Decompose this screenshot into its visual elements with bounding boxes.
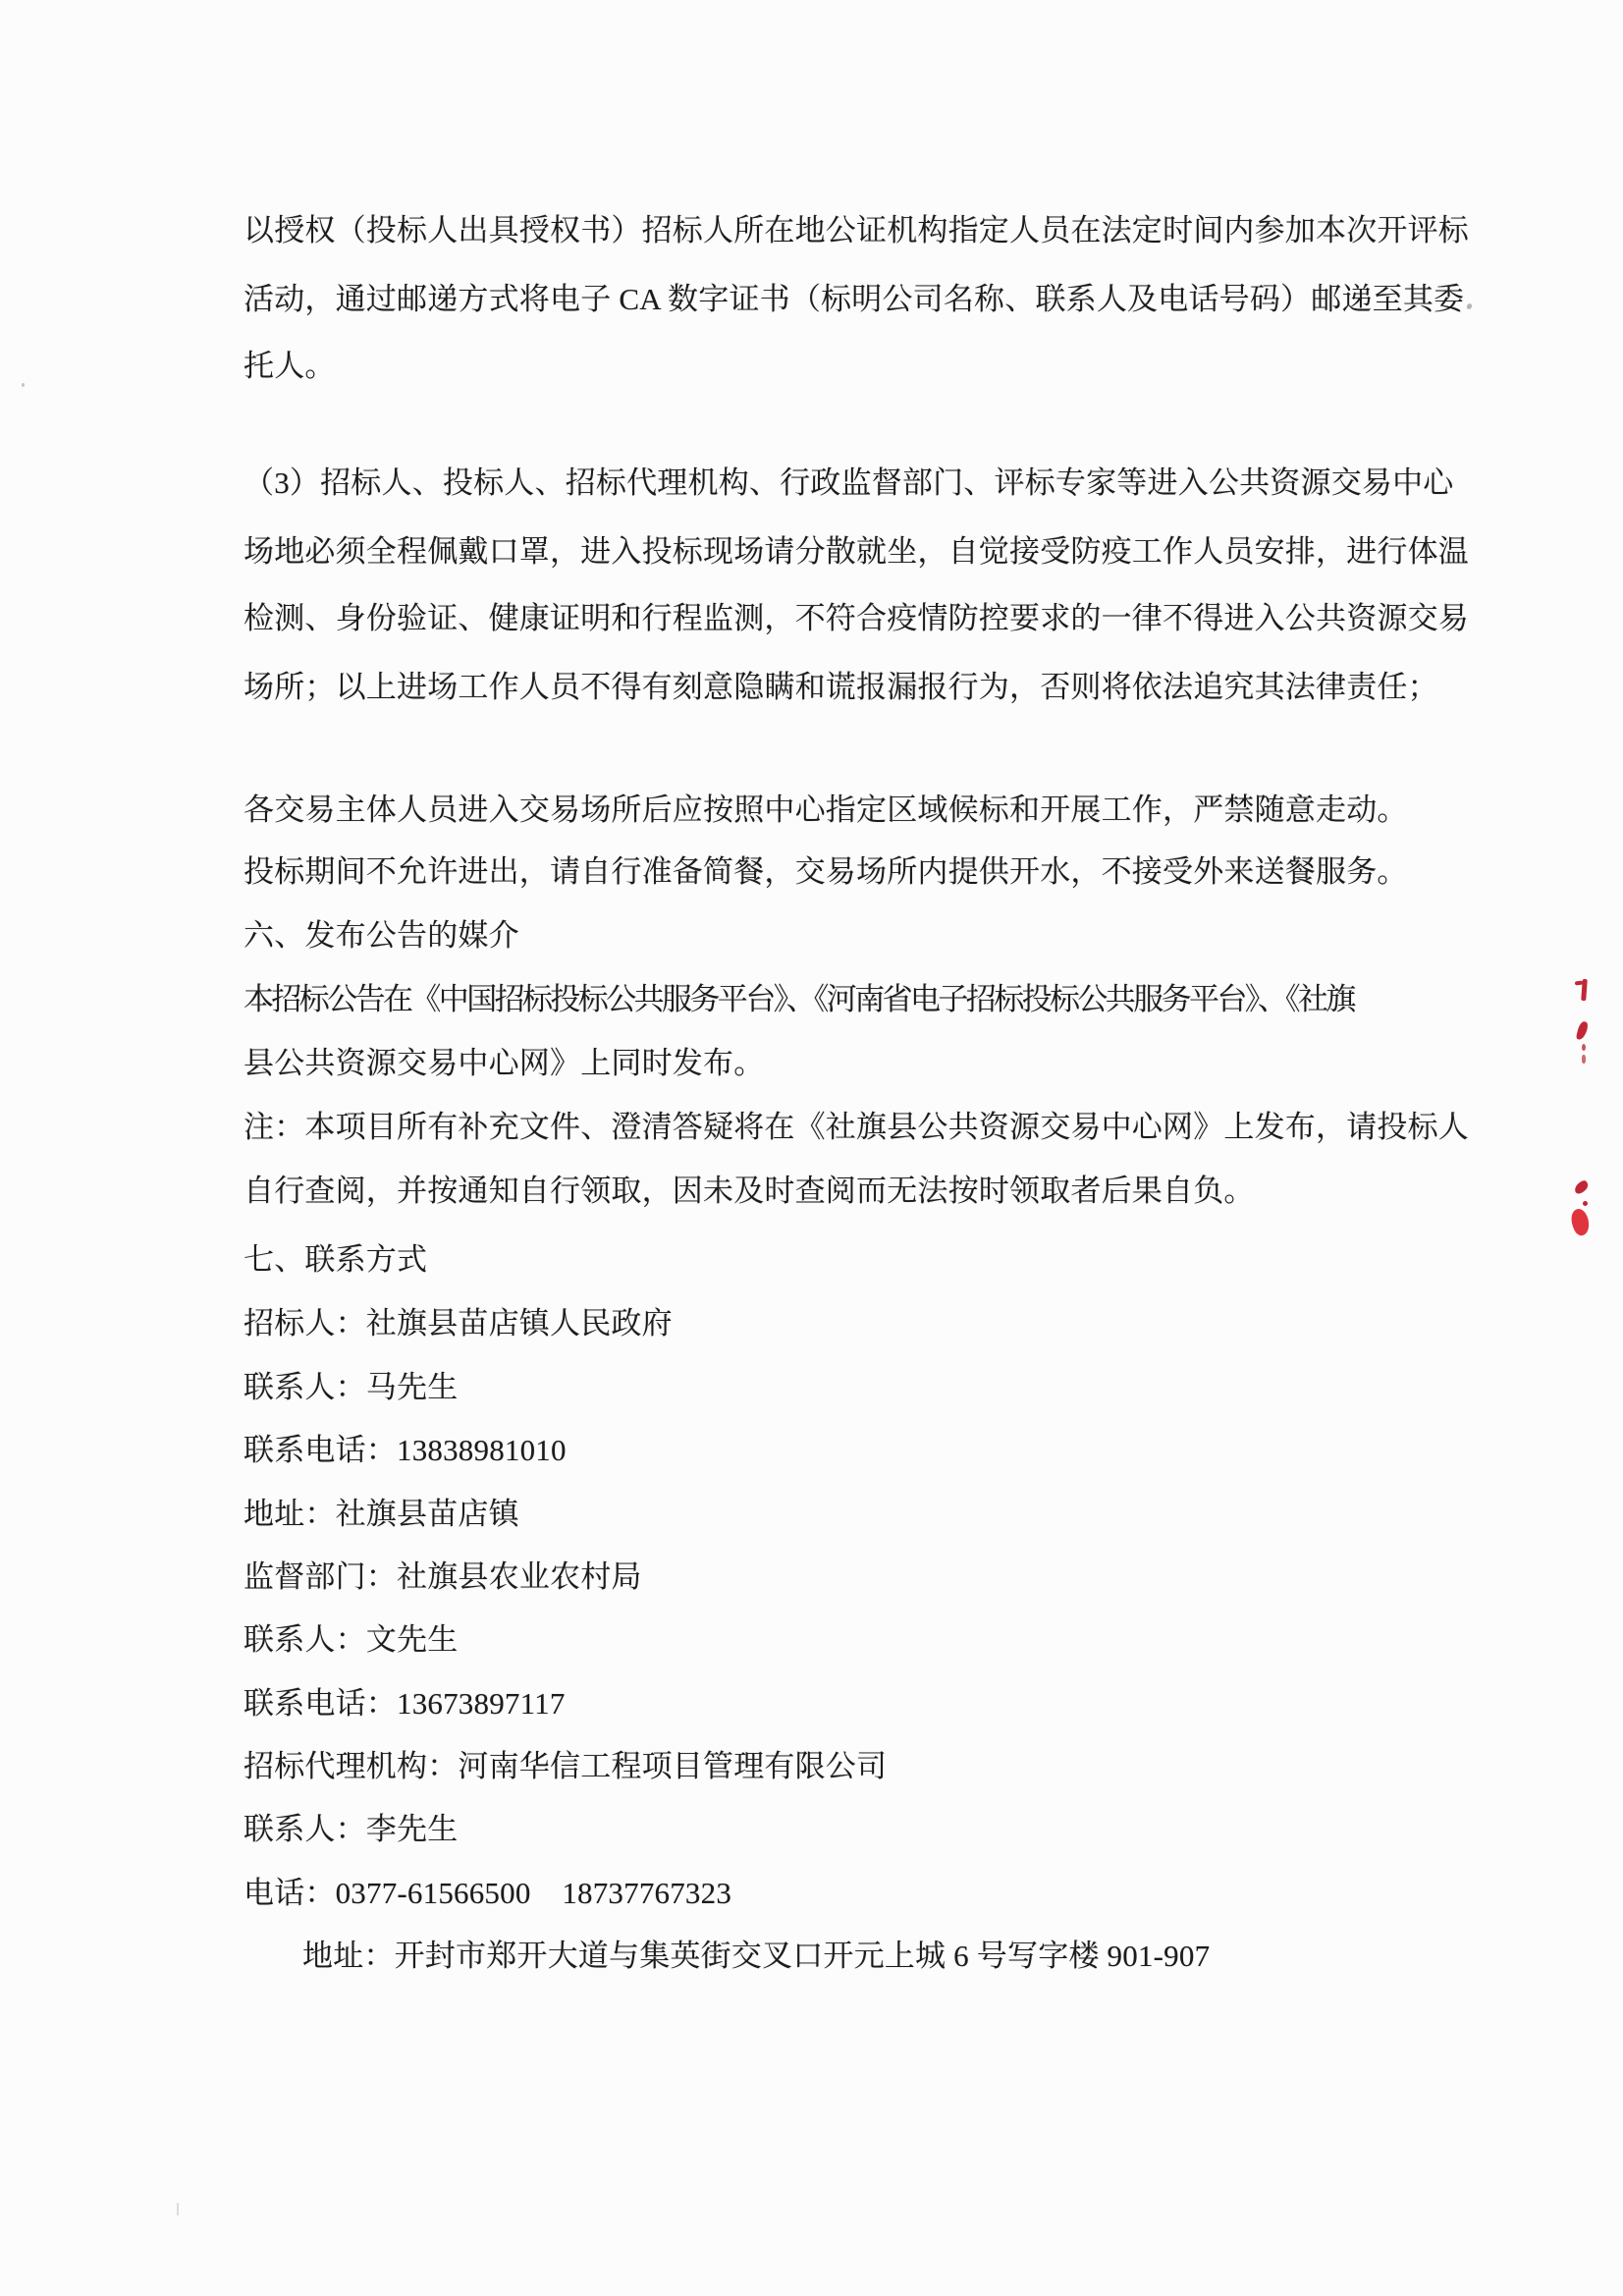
paragraph-authorization-line-1: 以授权（投标人出具授权书）招标人所在地公证机构指定人员在法定时间内参加本次开评标 [243,213,1469,247]
paragraph-authorization-line-2: 活动，通过邮递方式将电子 CA 数字证书（标明公司名称、联系人及电话号码）邮递至其委 [243,282,1465,316]
paragraph-epidemic-line-3: 检测、身份验证、健康证明和行程监测，不符合疫情防控要求的一律不得进入公共资源交易 [243,601,1469,635]
contact-tenderer-address: 地址：社旗县苗店镇 [243,1497,519,1531]
heading-section-7-contact: 七、联系方式 [243,1242,428,1277]
scan-speck [22,383,25,387]
media-note-line-2: 自行查阅，并按通知自行领取，因未及时查阅而无法按时领取者后果自负。 [243,1174,1255,1208]
contact-supervisor: 监督部门：社旗县农业农村局 [243,1559,642,1594]
red-ink-mark-dot [1582,1055,1586,1064]
contact-agency-address: 地址：开封市郑开大道与集英街交叉口开元上城 6 号写字楼 901-907 [302,1939,1211,1973]
red-ink-mark-tick [1572,1179,1590,1195]
contact-agency: 招标代理机构：河南华信工程项目管理有限公司 [243,1749,888,1783]
scan-speck [177,2203,179,2215]
scan-speck [1466,302,1473,310]
red-ink-mark-comma [1576,1020,1589,1041]
red-ink-mark-blob [1568,1207,1593,1237]
media-platforms-line-1: 本招标公告在《中国招标投标公共服务平台》、《河南省电子招标投标公共服务平台》、《社旗 [243,982,1354,1016]
contact-agency-person: 联系人：李先生 [243,1812,459,1846]
red-ink-mark-stroke [1581,979,1588,1001]
paragraph-venue-rules-line-2: 投标期间不允许进出，请自行准备简餐，交易场所内提供开水，不接受外来送餐服务。 [243,854,1408,889]
paragraph-epidemic-line-1: （3）招标人、投标人、招标代理机构、行政监督部门、评标专家等进入公共资源交易中心 [243,465,1454,500]
contact-supervisor-phone: 联系电话：13673897117 [243,1686,566,1721]
contact-supervisor-person: 联系人：文先生 [243,1622,459,1657]
contact-agency-phone: 电话：0377-61566500 18737767323 [243,1876,732,1910]
red-ink-mark-small-dot [1583,1201,1588,1206]
paragraph-epidemic-line-4: 场所；以上进场工作人员不得有刻意隐瞒和谎报漏报行为，否则将依法追究其法律责任； [243,670,1438,704]
contact-tenderer-phone: 联系电话：13838981010 [243,1433,567,1467]
contact-tenderer-person: 联系人：马先生 [243,1370,459,1404]
media-note-line-1: 注：本项目所有补充文件、澄清答疑将在《社旗县公共资源交易中心网》上发布，请投标人 [243,1110,1469,1144]
contact-tenderer: 招标人：社旗县苗店镇人民政府 [243,1306,673,1340]
paragraph-epidemic-line-2: 场地必须全程佩戴口罩，进入投标现场请分散就坐，自觉接受防疫工作人员安排，进行体温 [243,534,1469,569]
heading-section-6-media: 六、发布公告的媒介 [243,918,519,953]
paragraph-venue-rules-line-1: 各交易主体人员进入交易场所后应按照中心指定区域候标和开展工作，严禁随意走动。 [243,793,1408,827]
media-platforms-line-2: 县公共资源交易中心网》上同时发布。 [243,1046,765,1080]
red-ink-mark-tail [1582,1044,1586,1051]
paragraph-authorization-line-3: 托人。 [243,349,336,383]
